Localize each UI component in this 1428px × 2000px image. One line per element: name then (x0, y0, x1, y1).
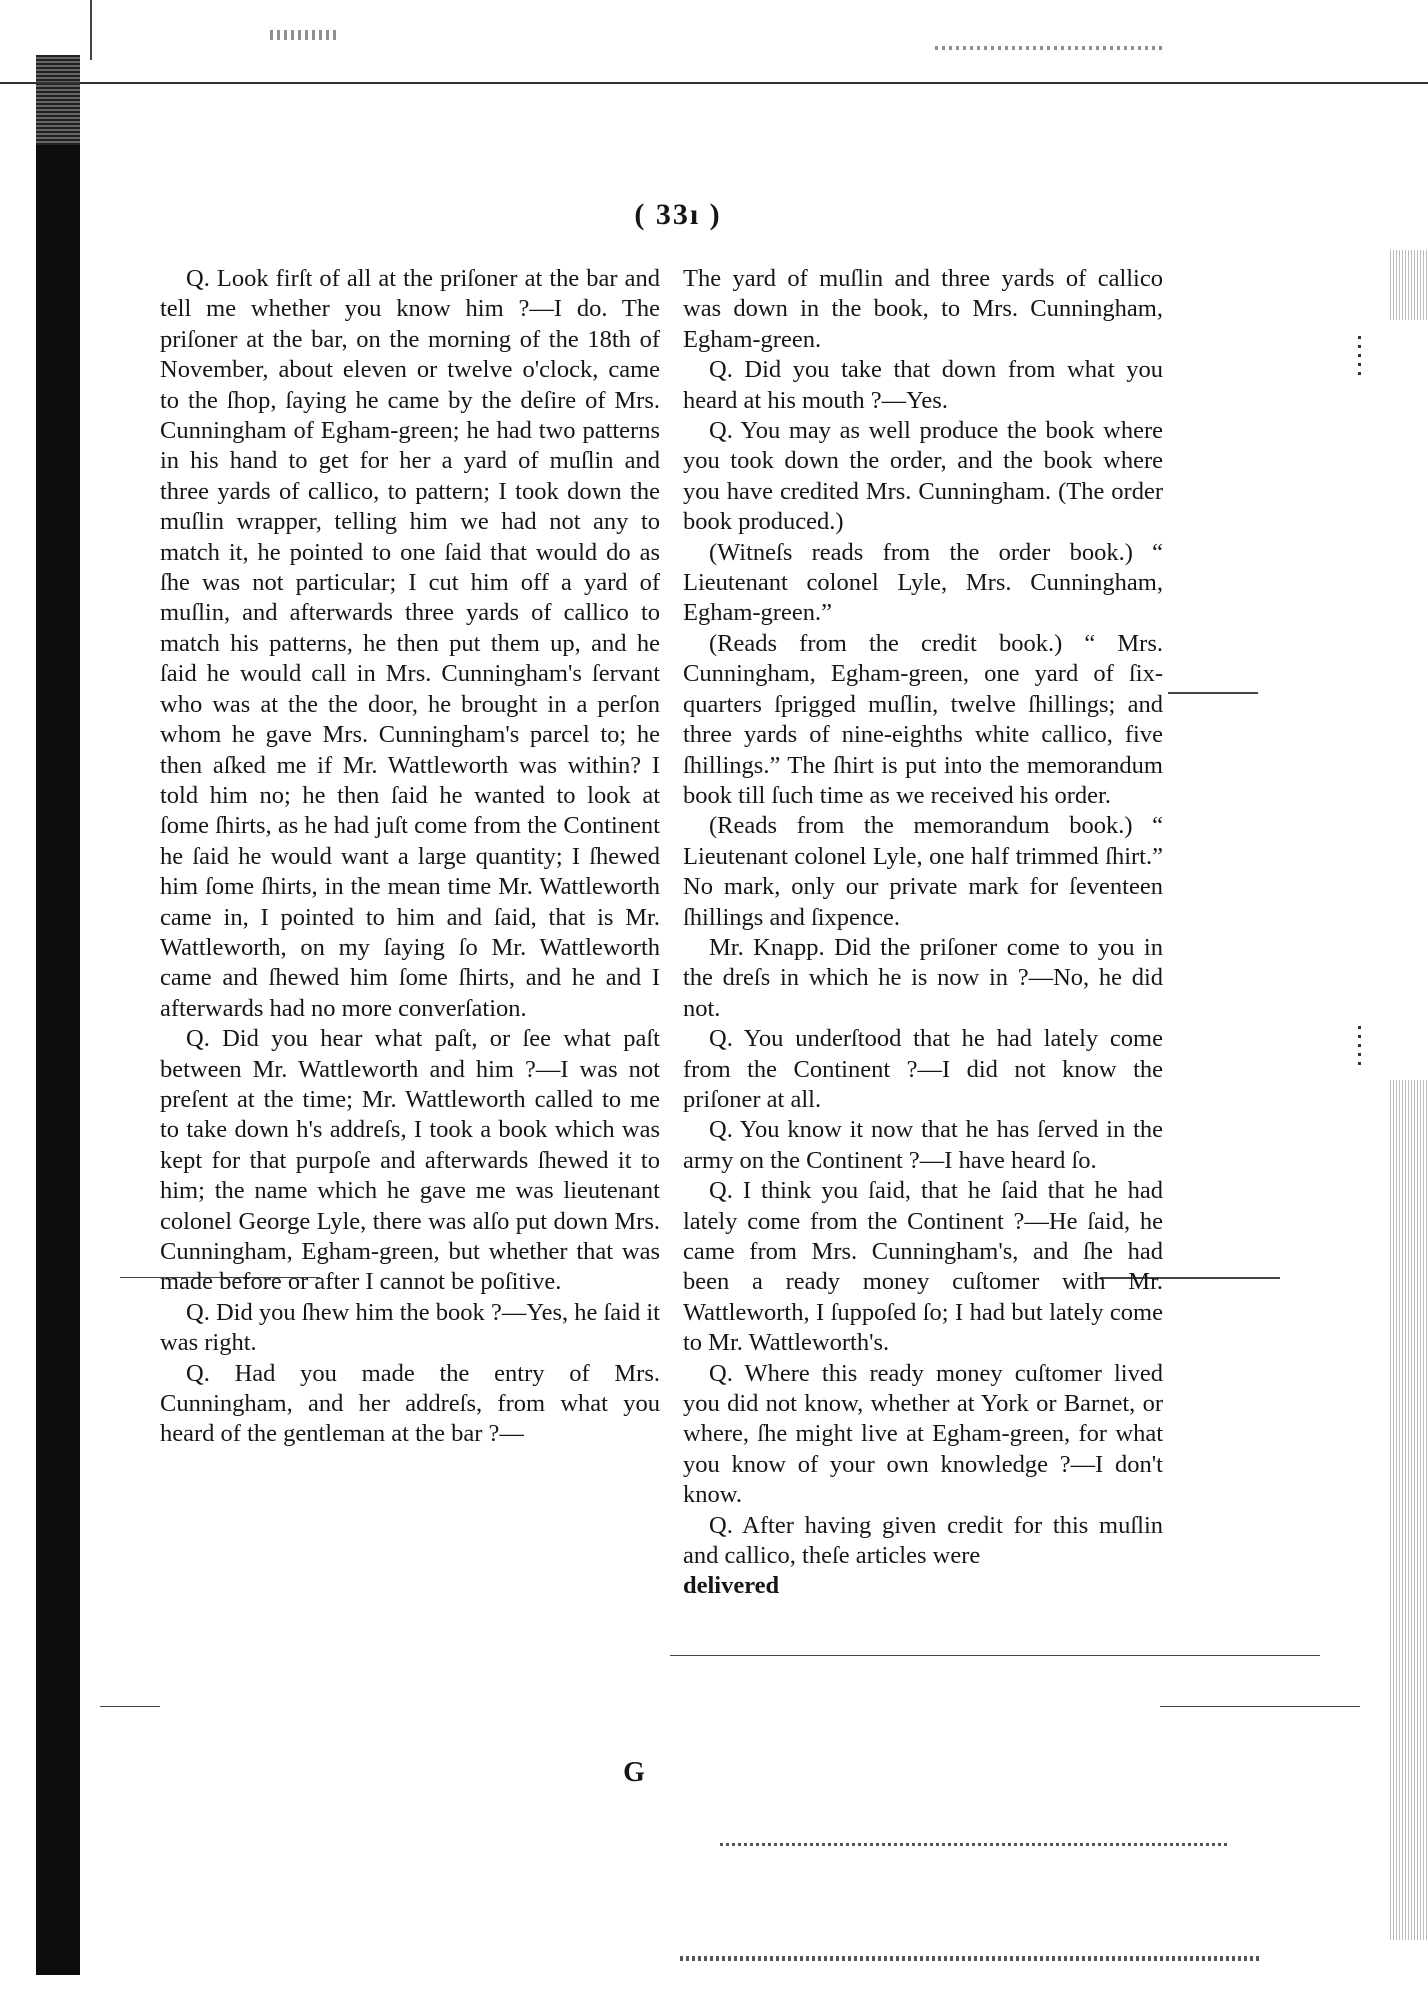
margin-dots (1358, 330, 1361, 375)
top-smudge (270, 30, 340, 40)
paragraph: Q. I think you ſaid, that he ſaid that he had lately come from the Continent ?—He ſaid, he came from Mrs. Cunningham's, and ſhe had been a ready money cuſtomer with Mr. Wattleworth, I ſuppoſed ſo; I had but lately come to Mr. Wattleworth's. (683, 1177, 1163, 1357)
paragraph: Q. You may as well produce the book where you took down the order, and the book where you have credited Mrs. Cunningham. (The order book produced.) (683, 417, 1163, 536)
top-smudge (935, 46, 1165, 50)
page-number: ( 33ı ) (634, 198, 722, 231)
right-column (683, 264, 1163, 1602)
catchword: delivered (683, 1572, 780, 1600)
top-edge-rule (0, 82, 1428, 84)
paragraph: Q. You underſtood that he had lately come from the Continent ?—I did not know the priſoner at all. (683, 1025, 1163, 1113)
paragraph: Q. Had you made the entry of Mrs. Cunningham, and her addreſs, from what you heard of the gentleman at the bar ?— (160, 1359, 660, 1448)
paragraph: Q. Did you hear what paſt, or ſee what paſt between Mr. Wattleworth and him ?—I was not preſent at the time; Mr. Wattleworth called to me to take down h's addreſs, I took a book which was kept for that purpoſe and afterwards ſhewed it to him; the name which he gave me was lieutenant colonel George Lyle, there was alſo put down Mrs. Cunningham, Egham-green, but whether that was made before or after I cannot be poſitive. (160, 1025, 660, 1296)
margin-mark (90, 0, 92, 60)
paragraph: The yard of muſlin and three yards of callico was down in the book, to Mrs. Cunningham, Egham-green. (683, 265, 1163, 353)
margin-dots (1358, 1020, 1361, 1065)
paragraph: Q. You know it now that he has ſerved in the army on the Continent ?—I have heard ſo. (683, 1116, 1163, 1174)
edge-noise (1390, 250, 1428, 320)
paragraph: (Reads from the memorandum book.) “ Lieutenant colonel Lyle, one half trimmed ſhirt.” No mark, only our private mark for ſeventeen ſhillings and ſixpence. (683, 812, 1163, 931)
paragraph: Q. Look firſt of all at the priſoner at the bar and tell me whether you know him ?—I do. The priſoner at the bar, on the morning of the 18th of November, about eleven or twelve o'clock, came to the ſhop, ſaying he came by the deſire of Mrs. Cunningham of Egham-green; he had two patterns in his hand to get for her a yard of muſlin and three yards of callico, to pattern; I took down the muſlin wrapper, telling him we had not any to match it, he pointed to one ſaid that would do as ſhe was not particular; I cut him off a yard of muſlin, and afterwards three yards of callico to match his patterns, he then put them up, and he ſaid he would call in Mrs. Cunningham's ſervant who was at the the door, he brought in a perſon whom he gave Mrs. Cunningham's parcel to; he then aſked me if Mr. Wattleworth was within? I told him no; he then ſaid he wanted to look at ſome ſhirts, as he had juſt come from the Continent he ſaid he would want a large quantity; I ſhewed him ſome ſhirts, in the mean time Mr. Wattleworth came in, I pointed to him and ſaid, that is Mr. Wattleworth, on my ſaying ſo Mr. Wattleworth came and ſhewed him ſome ſhirts, and he and I afterwards had no more converſation. (160, 265, 660, 1022)
paragraph: Q. Did you take that down from what you heard at his mouth ?—Yes. (683, 356, 1163, 414)
binding-shadow (36, 55, 80, 1975)
paragraph: Q. Where this ready money cuſtomer lived you did not know, whether at York or Barnet, or where, ſhe might live at Egham-green, for what you know of your own knowledge ?—I don't know. (683, 1359, 1163, 1509)
stray-line (1160, 1706, 1360, 1707)
edge-noise (1390, 1080, 1428, 1940)
paragraph: Mr. Knapp. Did the priſoner come to you in the dreſs in which he is now in ?—No, he did not. (683, 933, 1163, 1022)
paragraph: (Witneſs reads from the order book.) “ Lieutenant colonel Lyle, Mrs. Cunningham, Egham-green.” (683, 538, 1163, 627)
signature-mark: G (623, 1757, 645, 1788)
paragraph: (Reads from the credit book.) “ Mrs. Cunningham, Egham-green, one yard of ſix-quarters ſprigged muſlin, twelve ſhillings; and three yards of nine-eighths white callico, five ſhillings.” The ſhirt is put into the memorandum book till ſuch time as we received his order. (683, 629, 1163, 809)
stray-line (1168, 692, 1258, 694)
stray-line (670, 1655, 1320, 1656)
dotted-rule (680, 1956, 1260, 1961)
dotted-rule (720, 1843, 1230, 1846)
paragraph: Q. After having given credit for this muſlin and callico, theſe articles were (683, 1511, 1163, 1570)
paragraph: Q. Did you ſhew him the book ?—Yes, he ſaid it was right. (160, 1298, 660, 1357)
left-column (160, 264, 660, 1450)
stray-line (100, 1706, 160, 1707)
binding-texture (36, 55, 80, 145)
